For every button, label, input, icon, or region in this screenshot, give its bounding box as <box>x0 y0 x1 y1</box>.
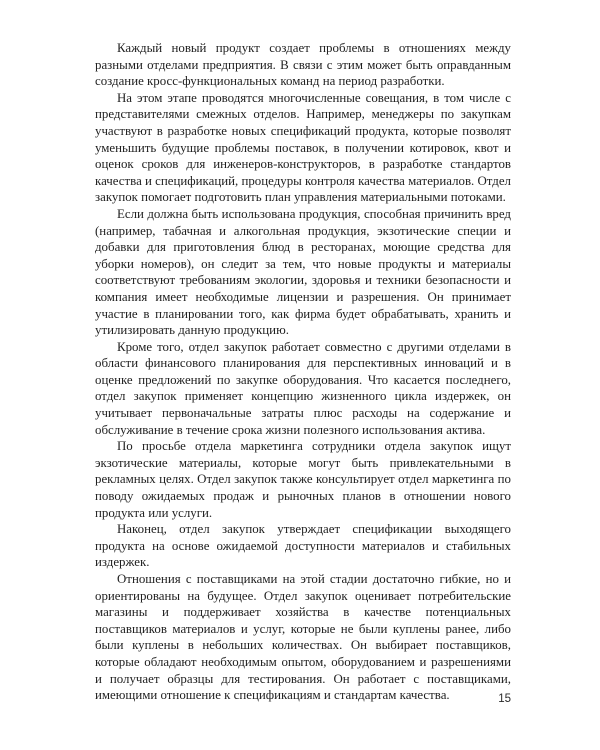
paragraph-3: Если должна быть использована продукция, способная причинить вред (например, табачная и алкогольная продукция, экзотические специи и добавки для приготовления блюд в ресторанах, моющие средства для уборки номеров), он следит за тем, что новые продукты и материалы соответствуют требованиям экологии, здоровья и техники безопасности и компания имеет необходимые лицензии и разрешения. Он принимает участие в планировании того, как фирма будет обрабатывать, хранить и утилизировать данную продукцию. <box>95 206 511 338</box>
paragraph-5: По просьбе отдела маркетинга сотрудники отдела закупок ищут экзотические материалы, которые могут быть привлекательными в рекламных целях. Отдел закупок также консультирует отдел маркетинга по поводу ожидаемых продаж и рыночных планов в отношении нового продукта или услуги. <box>95 439 511 520</box>
paragraph-4: Кроме того, отдел закупок работает совместно с другими отделами в области финансового планирования для перспективных инноваций и в оценке предложений по закупке оборудования. Что касается последнего, отдел закупок применяет концепцию жизненного цикла издержек, он учитывает первоначальные затраты плюс расходы на содержание и обслуживание в течение срока жизни полезного использования актива. <box>95 339 511 437</box>
paragraph-6: Наконец, отдел закупок утверждает спецификации выходящего продукта на основе ожидаемой доступности материалов и стабильных издержек. <box>95 522 511 570</box>
text-body <box>95 40 511 704</box>
paragraph-2: На этом этапе проводятся многочисленные совещания, в том числе с представителями смежных отделов. Например, менеджеры по закупкам участвуют в разработке новых спецификаций продукта, которые позволят уменьшить будущие проблемы поставок, в получении котировок, квот и оценок сроков для инженеров-конструкторов, в разработке стандартов качества и спецификаций, процедуры контроля качества материалов. Отдел закупок помогает подготовить план управления материальными потоками. <box>95 90 511 205</box>
paragraph-1: Каждый новый продукт создает проблемы в отношениях между разными отделами предприятия. В связи с этим может быть оправданным создание кросс-функциональных команд на период разработки. <box>95 41 511 89</box>
paragraph-7: Отношения с поставщиками на этой стадии достаточно гибкие, но и ориентированы на будущее. Отдел закупок оценивает потребительские магазины и поддерживает хозяйства в качестве потенциальных поставщиков материалов и услуг, которые не были куплены ранее, либо были куплены в небольших количествах. Он выбирает поставщиков, которые обладают необходимым опытом, оборудованием и разрешениями и получает образцы для тестирования. Он работает с поставщиками, имеющими отношение к спецификациям и стандартам качества. <box>95 572 511 703</box>
page-number: 15 <box>498 693 511 705</box>
